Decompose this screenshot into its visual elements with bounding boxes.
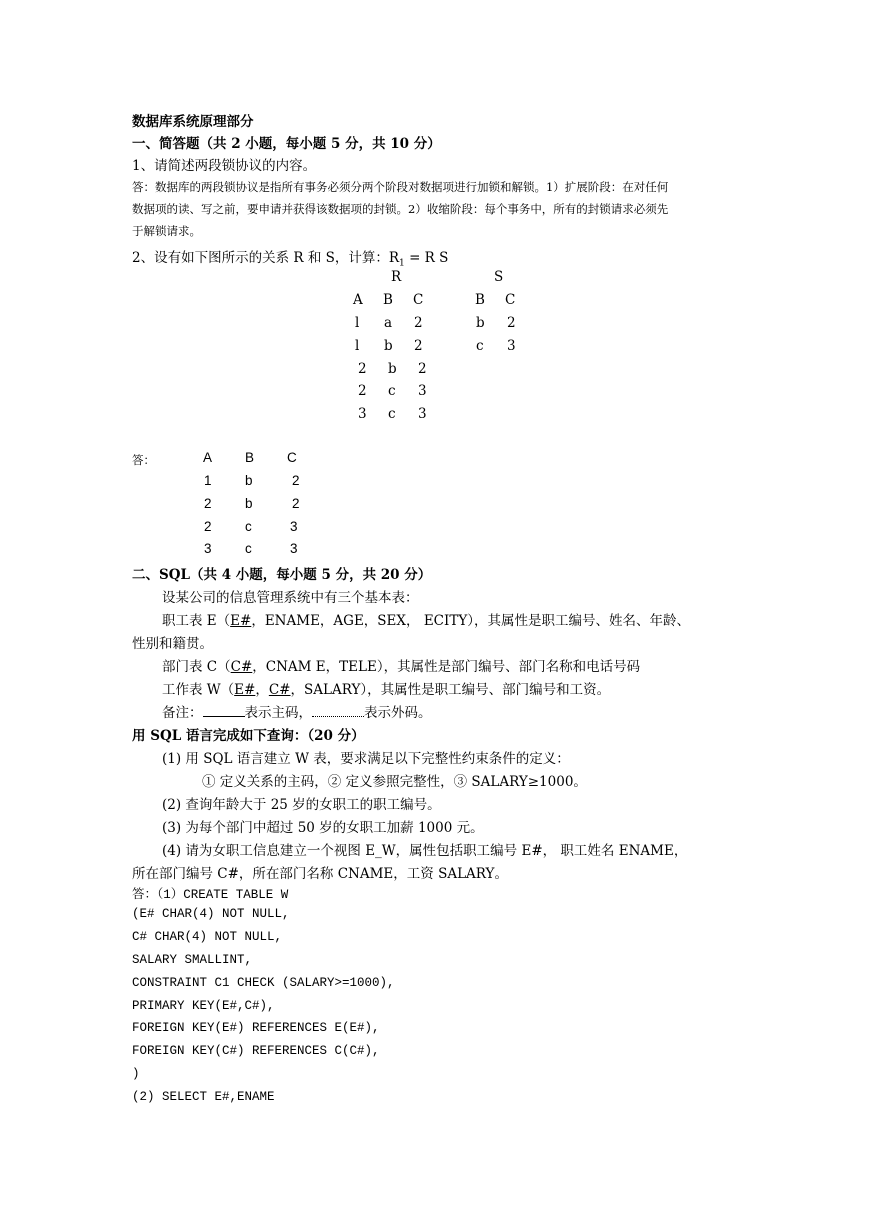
relation-s-cell: 3 bbox=[507, 338, 516, 354]
answer-2-cell: 2 bbox=[204, 496, 212, 511]
relation-r-cell: 3 bbox=[358, 406, 367, 422]
foreign-key-underline-sample bbox=[312, 704, 364, 717]
question-2-prefix: 2、设有如下图所示的关系 R 和 S，计算：R bbox=[132, 250, 400, 266]
table-w-text: ， bbox=[255, 682, 269, 698]
relation-r-cell: 2 bbox=[414, 315, 423, 331]
relation-r-cell: 2 bbox=[414, 338, 423, 354]
code-line: FOREIGN KEY(C#) REFERENCES C(C#), bbox=[132, 1044, 380, 1058]
relation-s-header: C bbox=[505, 292, 516, 308]
answer-2-cell: b bbox=[245, 496, 253, 511]
relation-r-cell: 2 bbox=[418, 361, 427, 377]
relation-r-cell: l bbox=[355, 315, 360, 331]
relation-r-cell: 2 bbox=[358, 383, 367, 399]
code-line: CONSTRAINT C1 CHECK (SALARY>=1000), bbox=[132, 976, 395, 990]
question-2-suffix: = R S bbox=[404, 250, 449, 266]
section2-heading: 二、SQL（共 4 小题，每小题 5 分，共 20 分） bbox=[132, 567, 432, 583]
relation-r-cell: b bbox=[384, 338, 393, 354]
primary-key-underline-sample bbox=[203, 704, 245, 717]
code-line: ) bbox=[132, 1067, 140, 1081]
answer-2-cell: 3 bbox=[290, 519, 298, 534]
section2-intro: 设某公司的信息管理系统中有三个基本表： bbox=[162, 590, 419, 606]
relation-s-cell: 2 bbox=[507, 315, 516, 331]
relation-r-cell: 3 bbox=[418, 406, 427, 422]
table-e-text: ，ENAME，AGE，SEX， ECITY），其属性是职工编号、姓名、年龄、 bbox=[251, 613, 690, 629]
relation-r-header: A bbox=[353, 292, 363, 308]
relation-r-cell: a bbox=[384, 315, 393, 331]
table-c-primary-key: C# bbox=[230, 659, 253, 675]
task-item: 所在部门编号 C#，所在部门名称 CNAME，工资 SALARY。 bbox=[132, 866, 508, 882]
code-line: SALARY SMALLINT, bbox=[132, 953, 253, 967]
question-1: 1、请简述两段锁协议的内容。 bbox=[132, 158, 317, 174]
note-text: 表示主码， bbox=[244, 705, 312, 721]
note-text: 表示外码。 bbox=[364, 705, 432, 721]
relation-r-cell: 3 bbox=[418, 383, 427, 399]
answer-2-cell: 2 bbox=[292, 496, 300, 511]
answer-2-cell: c bbox=[245, 519, 252, 534]
answer-1-line: 于解锁请求。 bbox=[132, 224, 201, 238]
table-w-text: 工作表 W（ bbox=[162, 682, 235, 698]
table-e-text: 职工表 E（ bbox=[162, 613, 231, 629]
code-line: PRIMARY KEY(E#,C#), bbox=[132, 999, 275, 1013]
relation-s-name: S bbox=[494, 269, 504, 285]
task-item: (1) 用 SQL 语言建立 W 表，要求满足以下完整性约束条件的定义： bbox=[162, 751, 570, 767]
relation-s-cell: c bbox=[476, 338, 484, 354]
table-w-definition bbox=[162, 678, 610, 698]
relation-s-header: B bbox=[475, 292, 485, 308]
relation-r-header: B bbox=[383, 292, 393, 308]
answer-2-cell: 3 bbox=[290, 541, 298, 556]
relation-r-cell: b bbox=[388, 361, 397, 377]
task-item: ① 定义关系的主码，② 定义参照完整性，③ SALARY≥1000。 bbox=[202, 774, 587, 790]
task-item: (4) 请为女职工信息建立一个视图 E_W，属性包括职工编号 E#， 职工姓名 ENAME， bbox=[162, 843, 688, 859]
code-line: FOREIGN KEY(E#) REFERENCES E(E#), bbox=[132, 1021, 380, 1035]
answer-2-cell: 1 bbox=[204, 473, 212, 488]
table-w-key: E# bbox=[234, 682, 256, 698]
table-e-definition bbox=[162, 609, 690, 629]
note-line bbox=[162, 701, 432, 721]
relation-r-cell: c bbox=[388, 383, 396, 399]
answer-1-line: 答：数据库的两段锁协议是指所有事务必须分两个阶段对数据项进行加锁和解锁。1）扩展阶段：在对任何 bbox=[132, 180, 669, 194]
task-heading: 用 SQL 语言完成如下查询：（20 分） bbox=[132, 728, 365, 744]
table-c-text: ，CNAM E，TELE），其属性是部门编号、部门名称和电话号码 bbox=[252, 659, 641, 675]
answer-2-cell: b bbox=[245, 473, 253, 488]
section1-heading: 一、简答题（共 2 小题，每小题 5 分，共 10 分） bbox=[132, 136, 441, 152]
answer-2-cell: 2 bbox=[292, 473, 300, 488]
question-2-subscript: 1 bbox=[399, 258, 405, 269]
relation-s-cell: b bbox=[476, 315, 485, 331]
question-2 bbox=[132, 246, 448, 269]
code-line: 答：（1）CREATE TABLE W bbox=[132, 888, 289, 902]
answer-1-line: 数据项的读、写之前，要申请并获得该数据项的封锁。2）收缩阶段：每个事务中，所有的封锁请求必须先 bbox=[132, 202, 669, 216]
table-e-definition-cont: 性别和籍贯。 bbox=[132, 636, 213, 652]
document-title: 数据库系统原理部分 bbox=[132, 114, 254, 130]
note-text: 备注： bbox=[162, 705, 203, 721]
table-w-text: ，SALARY），其属性是职工编号、部门编号和工资。 bbox=[290, 682, 611, 698]
code-line: (2) SELECT E#,ENAME bbox=[132, 1090, 275, 1104]
relation-r-name: R bbox=[391, 269, 402, 285]
table-c-definition bbox=[162, 655, 640, 675]
task-item: (3) 为每个部门中超过 50 岁的女职工加薪 1000 元。 bbox=[162, 820, 484, 836]
code-line: (E# CHAR(4) NOT NULL, bbox=[132, 907, 290, 921]
answer-2-cell: c bbox=[245, 541, 252, 556]
answer-2-cell: 2 bbox=[204, 519, 212, 534]
code-line: C# CHAR(4) NOT NULL, bbox=[132, 930, 283, 944]
answer-2-header: B bbox=[245, 450, 255, 465]
relation-r-cell: c bbox=[388, 406, 396, 422]
answer-2-label: 答： bbox=[132, 453, 155, 467]
relation-r-header: C bbox=[413, 292, 424, 308]
table-e-primary-key: E# bbox=[230, 613, 252, 629]
relation-r-cell: l bbox=[355, 338, 360, 354]
task-item: (2) 查询年龄大于 25 岁的女职工的职工编号。 bbox=[162, 797, 441, 813]
relation-r-cell: 2 bbox=[358, 361, 367, 377]
answer-2-header: A bbox=[203, 450, 213, 465]
table-w-key: C# bbox=[268, 682, 291, 698]
answer-2-header: C bbox=[287, 450, 297, 465]
answer-2-cell: 3 bbox=[204, 541, 212, 556]
table-c-text: 部门表 C（ bbox=[162, 659, 231, 675]
